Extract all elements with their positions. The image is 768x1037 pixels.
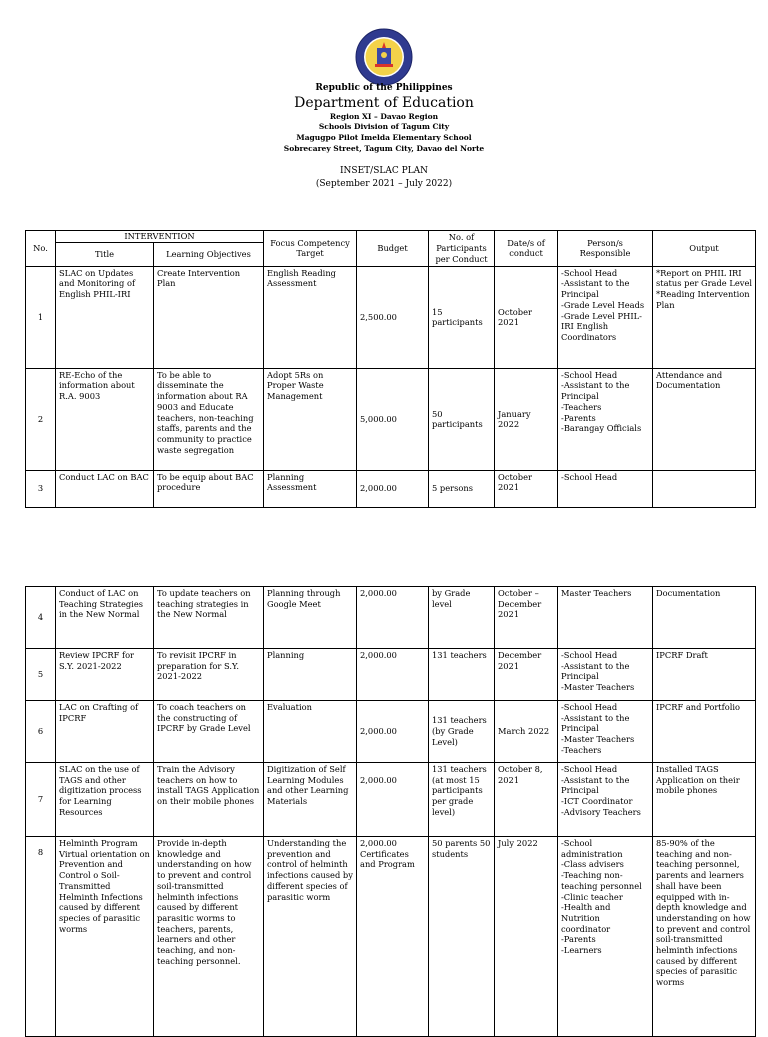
slac-plan-table [25,230,756,508]
row-output [653,701,756,763]
output-line: *Report on PHIL IRI status per Grade Level [656,267,753,289]
row-output [653,837,756,1037]
row-title: RE-Echo of the information about R.A. 9003 [56,368,154,470]
school-name: Magugpo Pilot Imelda Elementary School [296,133,472,142]
output-line: Installed TAGS Application on their mobile phones [656,764,740,796]
row-number: 1 [26,266,56,368]
col-no-header: No. [26,231,56,267]
table-row [26,763,756,837]
row-output [653,266,756,368]
row-number: 6 [26,701,56,763]
row-participants: 5 persons [429,470,495,507]
person-line: -School Head [561,369,618,380]
row-focus: Planning Assessment [264,470,357,507]
row-output [653,763,756,837]
row-output [653,649,756,701]
row-objectives: Provide in-depth knowledge and understanding on how to prevent and control soil-transmitted helminth infections caused by different parasitic worms to teachers, parents, learners and other teaching, and non-teaching personnel. [154,837,264,1037]
col-budget-header: Budget [357,231,429,267]
slac-plan-table-continued [25,586,756,1037]
output-line: 85-90% of the teaching and non-teaching personnel, parents and learners shall have been equipped with in-depth knowledge and understanding on how to prevent and control soil-transmitted helminth infections caused by different species of parasitic worms [656,838,751,988]
person-line: -Clinic teacher [561,891,623,902]
row-title: Conduct LAC on BAC [56,470,154,507]
row-title: Review IPCRF for S.Y. 2021-2022 [56,649,154,701]
row-focus: Understanding the prevention and control of helminth infections caused by different species of parasitic worm [264,837,357,1037]
row-persons [558,368,653,470]
row-participants: 50 parents 50 students [429,837,495,1037]
row-persons [558,470,653,507]
plan-period: (September 2021 – July 2022) [315,179,453,189]
row-focus: Planning [264,649,357,701]
table-row [26,837,756,1037]
person-line: -Learners [561,945,602,956]
person-line: -Parents [561,934,596,945]
person-line: -School Head [561,702,618,712]
row-participants: 131 teachers (by Grade Level) [429,701,495,763]
table-row [26,649,756,701]
row-date: December 2021 [495,649,558,701]
row-date: October 2021 [495,266,558,368]
row-objectives: To coach teachers on the constructing of IPCRF by Grade Level [154,701,264,763]
region-line: Region XI – Davao Region [329,112,439,121]
row-participants: 131 teachers [429,649,495,701]
row-number: 3 [26,470,56,507]
output-line: IPCRF and Portfolio [656,702,740,712]
person-line: -Grade Level PHIL-IRI English Coordinators [561,310,642,342]
row-budget: 5,000.00 [357,368,429,470]
row-number: 5 [26,649,56,701]
row-number: 2 [26,368,56,470]
row-title: LAC on Crafting of IPCRF [56,701,154,763]
person-line: -Assistant to the Principal [561,774,630,796]
person-line: -School administration [561,838,623,859]
col-output-header: Output [653,231,756,267]
row-title: SLAC on the use of TAGS and other digitization process for Learning Resources [56,763,154,837]
row-objectives: To be able to disseminate the information about RA 9003 and Educate teachers, non-teaching staffs, parents and the community to practice waste segregation [154,368,264,470]
deped-seal-logo [355,28,413,86]
table-row [26,470,756,507]
row-persons [558,587,653,649]
row-number: 7 [26,763,56,837]
row-budget: 2,000.00 [357,470,429,507]
person-line: -School Head [561,650,618,660]
row-number: 4 [26,587,56,649]
person-line: -School Head [561,764,618,774]
row-objectives: Create Intervention Plan [154,266,264,368]
table-row [26,587,756,649]
row-participants: 50 participants [429,368,495,470]
col-participants-header: No. of Participants per Conduct [429,231,495,267]
plan-title: INSET/SLAC PLAN [340,166,428,176]
row-budget: 2,000.00 [357,649,429,701]
table-row [26,701,756,763]
row-number: 8 [26,837,56,1037]
col-objectives-header: Learning Objectives [154,242,264,266]
person-line: -Master Teachers [561,682,635,693]
col-persons-header: Person/s Responsible [558,231,653,267]
row-focus: Adopt 5Rs on Proper Waste Management [264,368,357,470]
person-line: -Master Teachers [561,734,635,745]
row-date: October – December 2021 [495,587,558,649]
row-title: SLAC on Updates and Monitoring of English PHIL-IRI [56,266,154,368]
row-persons [558,266,653,368]
person-line: -Grade Level Heads [561,299,645,310]
row-date: January 2022 [495,368,558,470]
person-line: -Assistant to the Principal [561,278,630,300]
person-line: -Health and Nutrition coordinator [561,902,611,934]
output-line: IPCRF Draft [656,650,708,660]
person-line: -Parents [561,412,596,423]
person-line: -Teachers [561,744,602,755]
output-line: Documentation [656,588,721,598]
row-budget: 2,000.00 [357,763,429,837]
row-objectives: Train the Advisory teachers on how to install TAGS Application on their mobile phones [154,763,264,837]
row-output [653,587,756,649]
person-line: -Assistant to the Principal [561,380,630,402]
person-line: -Class advisers [561,859,624,870]
col-focus-header: Focus Competency Target [264,231,357,267]
row-title: Conduct of LAC on Teaching Strategies in the New Normal [56,587,154,649]
col-date-header: Date/s of conduct [495,231,558,267]
row-focus: Evaluation [264,701,357,763]
row-participants: 131 teachers (at most 15 participants per grade level) [429,763,495,837]
republic-line: Republic of the Philippines [315,83,453,93]
person-line: -School Head [561,471,618,482]
col-title-header: Title [56,242,154,266]
person-line: -Teaching non-teaching personnel [561,870,642,891]
person-line: -ICT Coordinator [561,796,633,807]
person-line: Master Teachers [561,588,632,598]
row-title: Helminth Program Virtual orientation on Prevention and Control o Soil-Transmitted Helminth Infections caused by different species of parasitic worms [56,837,154,1037]
department-name: Department of Education [294,95,474,111]
row-focus: English Reading Assessment [264,266,357,368]
row-budget: 2,500.00 [357,266,429,368]
school-address: Sobrecarey Street, Tagum City, Davao del Norte [283,144,485,153]
person-line: -Advisory Teachers [561,806,641,817]
row-output [653,470,756,507]
row-persons [558,649,653,701]
row-persons [558,701,653,763]
row-output [653,368,756,470]
person-line: -Barangay Officials [561,423,642,434]
output-line: *Reading Intervention Plan [656,289,750,310]
person-line: -Teachers [561,401,602,412]
person-line: -Assistant to the Principal [561,712,630,734]
row-date: October 8, 2021 [495,763,558,837]
row-participants: 15 participants [429,266,495,368]
row-date: July 2022 [495,837,558,1037]
row-budget: 2,000.00 Certificates and Program [357,837,429,1037]
person-line: -School Head [561,267,618,278]
row-participants: by Grade level [429,587,495,649]
row-date: March 2022 [495,701,558,763]
row-date: October 2021 [495,470,558,507]
table-row [26,266,756,368]
row-persons [558,837,653,1037]
person-line: -Assistant to the Principal [561,660,630,682]
row-objectives: To update teachers on teaching strategies in the New Normal [154,587,264,649]
row-objectives: To revisit IPCRF in preparation for S.Y. 2021-2022 [154,649,264,701]
row-focus: Digitization of Self Learning Modules and other Learning Materials [264,763,357,837]
division-line: Schools Division of Tagum City [318,122,450,131]
col-intervention-header: INTERVENTION [56,231,264,243]
row-focus: Planning through Google Meet [264,587,357,649]
table-row [26,368,756,470]
row-objectives: To be equip about BAC procedure [154,470,264,507]
row-persons [558,763,653,837]
output-line: Attendance and Documentation [656,369,723,391]
row-budget: 2,000.00 [357,587,429,649]
row-budget: 2,000.00 [357,701,429,763]
